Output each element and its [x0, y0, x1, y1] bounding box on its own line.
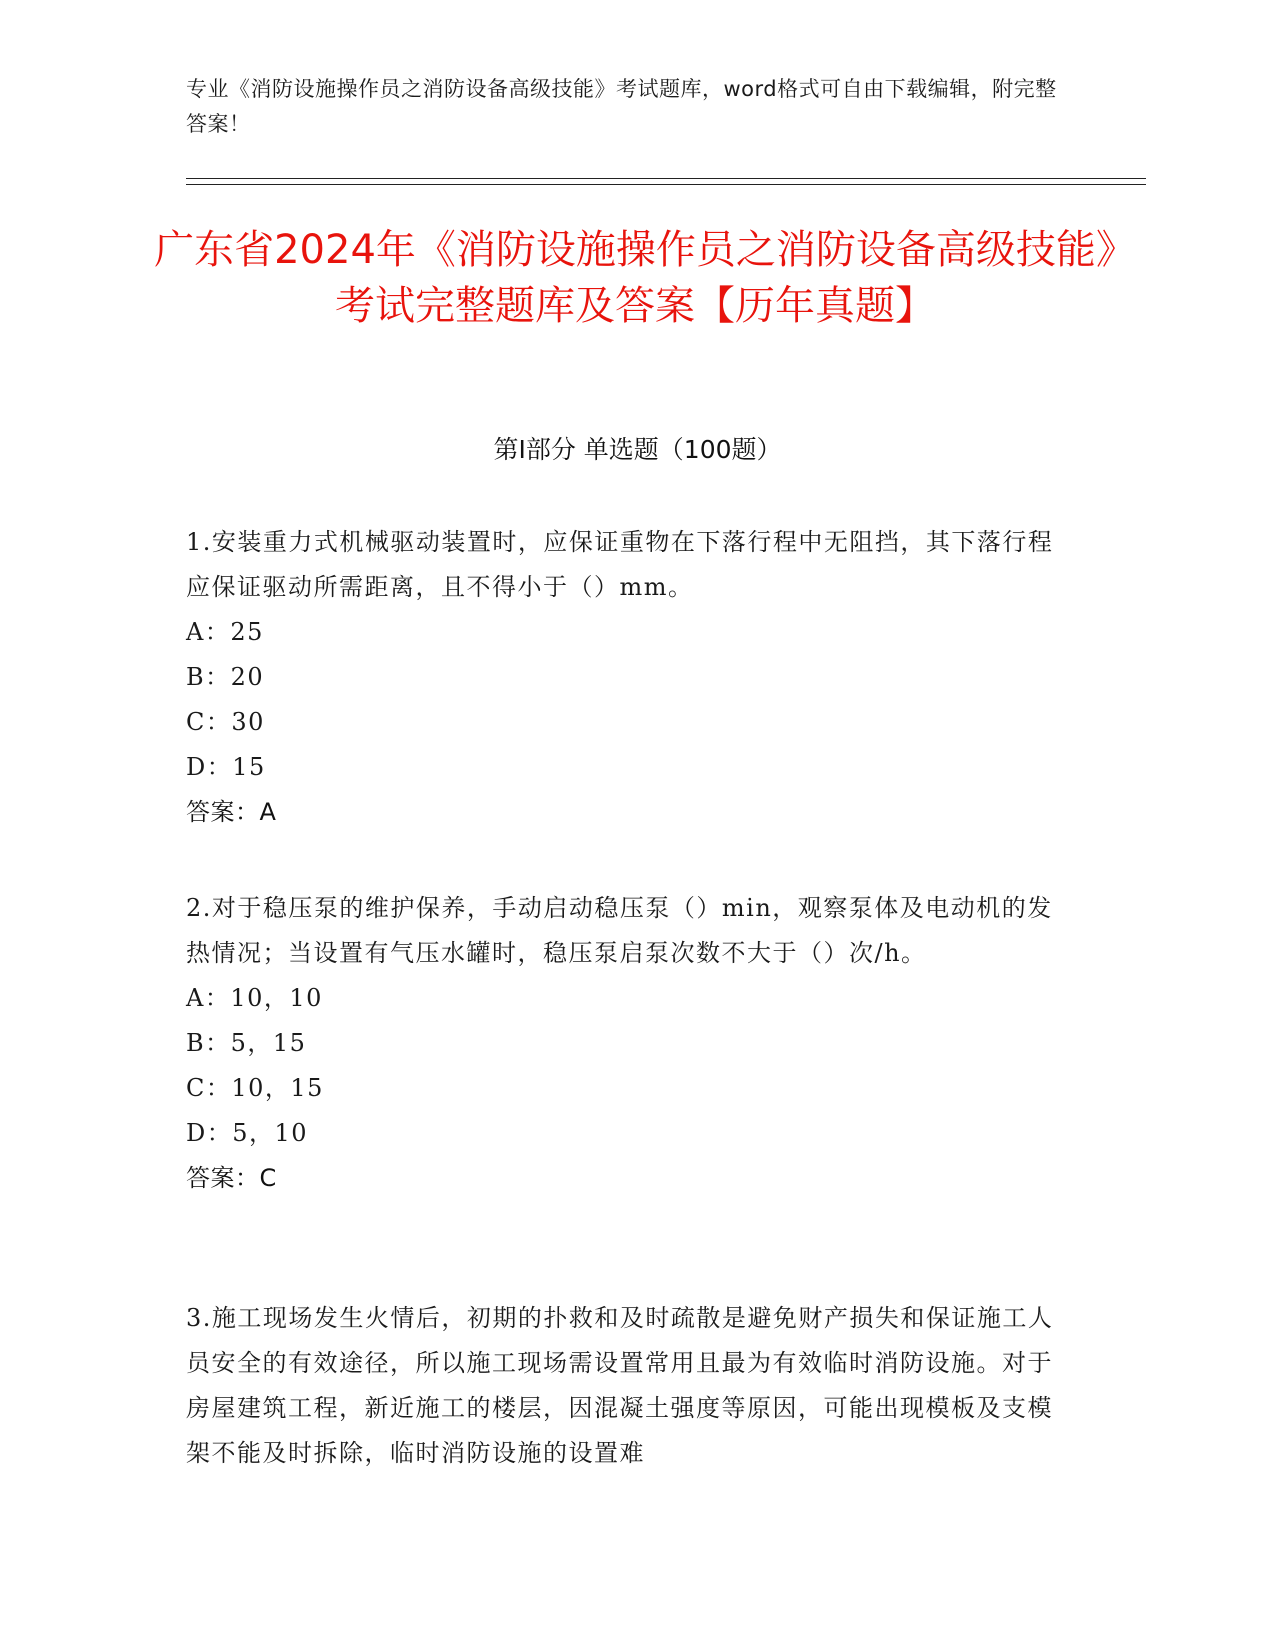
- question-1: [186, 520, 1066, 835]
- option-a: A：10，10: [186, 984, 323, 1012]
- answer-line: 答案：A: [186, 798, 277, 826]
- option-b: B：5，15: [186, 1029, 307, 1057]
- option-a: A：25: [186, 618, 264, 646]
- option-b: B：20: [186, 663, 265, 691]
- document-title: 广东省2024年《消防设施操作员之消防设备高级技能》考试完整题库及答案【历年真题】: [154, 227, 1116, 329]
- header-note: 专业《消防设施操作员之消防设备高级技能》考试题库，word格式可自由下载编辑，附完整答案！: [186, 77, 1057, 136]
- section-heading: 第I部分 单选题（100题）: [493, 435, 782, 464]
- question-2: [186, 886, 1066, 1201]
- question-text: 2.对于稳压泵的维护保养，手动启动稳压泵（）min，观察泵体及电动机的发热情况；当设置有气压水罐时，稳压泵启泵次数不大于（）次/h。: [186, 894, 1053, 967]
- option-d: D：5，10: [186, 1119, 309, 1147]
- header-rule-bottom: [186, 184, 1146, 185]
- option-c: C：10，15: [186, 1074, 324, 1102]
- question-text: 1.安装重力式机械驱动装置时，应保证重物在下落行程中无阻挡，其下落行程应保证驱动所需距离，且不得小于（）mm。: [186, 528, 1054, 601]
- header-rule-top: [186, 178, 1146, 179]
- answer-line: 答案：C: [186, 1164, 277, 1192]
- option-c: C：30: [186, 708, 265, 736]
- option-d: D：15: [186, 753, 266, 781]
- question-3: [186, 1296, 1066, 1476]
- question-text: 3.施工现场发生火情后，初期的扑救和及时疏散是避免财产损失和保证施工人员安全的有效途径，所以施工现场需设置常用且最为有效临时消防设施。对于房屋建筑工程，新近施工的楼层，因混凝土强度等原因，可能出现模板及支模架不能及时拆除，临时消防设施的设置难: [186, 1304, 1054, 1467]
